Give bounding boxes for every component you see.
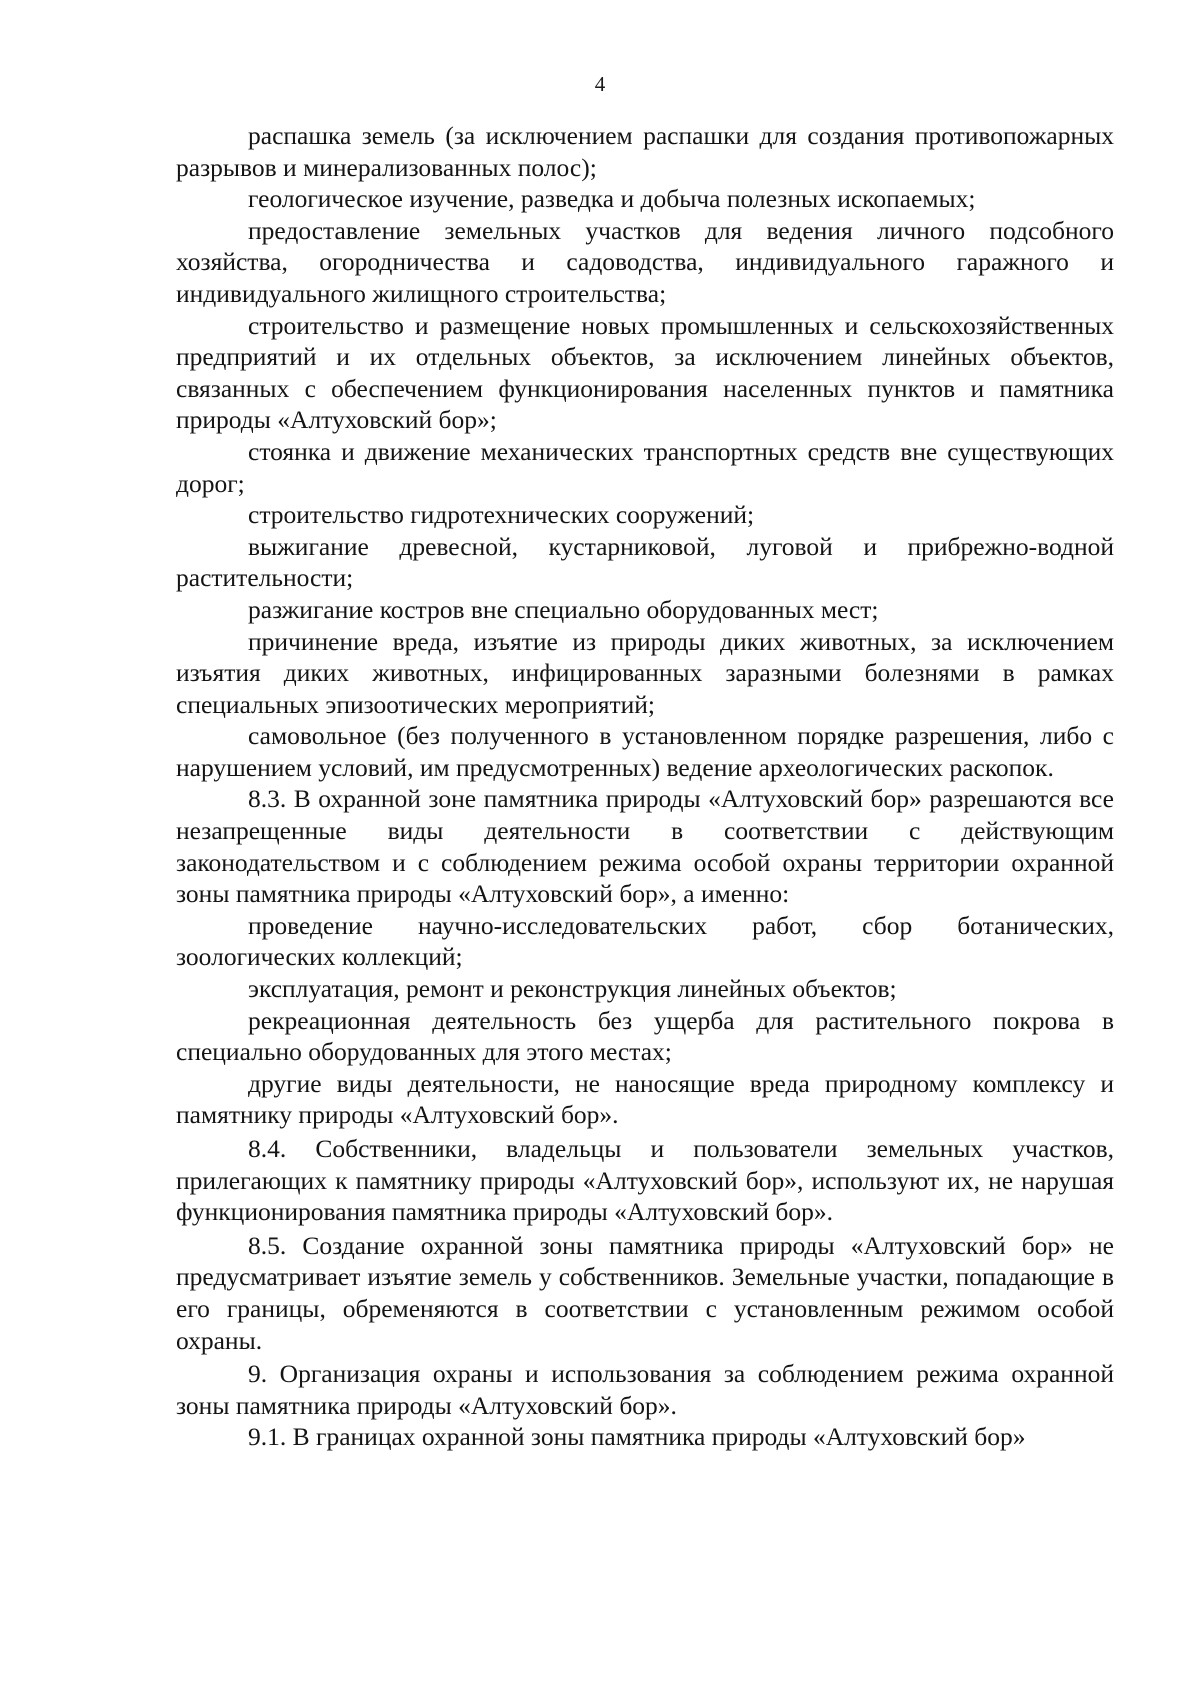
section-8-5: 8.5. Создание охранной зоны памятника природы «Алтуховский бор» не предусматривает изъятие земель у собственников. Земельные участки, попадающие в его границы, обременяются в соответствии с установленным режимом особой охраны. bbox=[176, 1230, 1114, 1355]
paragraph-vegetation-burning: выжигание древесной, кустарниковой, луговой и прибрежно-водной растительности; bbox=[176, 531, 1114, 593]
paragraph-land-plowing: распашка земель (за исключением распашки для создания противопожарных разрывов и минерализованных полос); bbox=[176, 121, 1114, 182]
paragraph-construction-enterprises: строительство и размещение новых промышленных и сельскохозяйственных предприятий и их отдельных объектов, за исключением линейных объектов, связанных с обеспечением функционирования населенных пунктов и памятника природы «Алтуховский бор»; bbox=[176, 310, 1114, 435]
paragraph-linear-objects: эксплуатация, ремонт и реконструкция линейных объектов; bbox=[248, 974, 897, 1004]
paragraph-campfires: разжигание костров вне специально оборудованных мест; bbox=[248, 594, 879, 624]
paragraph-archaeological-excavations: самовольное (без полученного в установленном порядке разрешения, либо с нарушением условий, им предусмотренных) ведение археологических раскопок. bbox=[176, 721, 1114, 782]
paragraph-geological-survey: геологическое изучение, разведка и добыча полезных ископаемых; bbox=[248, 184, 976, 214]
section-9: 9. Организация охраны и использования за соблюдением режима охранной зоны памятника природы «Алтуховский бор». bbox=[176, 1359, 1114, 1420]
section-8-3: 8.3. В охранной зоне памятника природы «Алтуховский бор» разрешаются все незапрещенные виды деятельности в соответствии с действующим законодательством и с соблюдением режима особой охраны территории охранной зоны памятника природы «Алтуховский бор», а именно: bbox=[176, 784, 1114, 909]
paragraph-hydro-structures: строительство гидротехнических сооружений; bbox=[248, 500, 755, 530]
section-9-1: 9.1. В границах охранной зоны памятника природы «Алтуховский бор» bbox=[248, 1422, 1026, 1452]
paragraph-recreation: рекреационная деятельность без ущерба для растительного покрова в специально оборудованных для этого местах; bbox=[176, 1005, 1114, 1067]
page-number: 4 bbox=[594, 72, 606, 96]
paragraph-other-activities: другие виды деятельности, не наносящие вреда природному комплексу и памятнику природы «Алтуховский бор». bbox=[176, 1068, 1114, 1130]
paragraph-land-plots: предоставление земельных участков для ведения личного подсобного хозяйства, огородничества и садоводства, индивидуального гаражного и индивидуального жилищного строительства; bbox=[176, 215, 1114, 308]
paragraph-wild-animals: причинение вреда, изъятие из природы диких животных, за исключением изъятия диких животных, инфицированных заразными болезнями в рамках специальных эпизоотических мероприятий; bbox=[176, 626, 1114, 719]
section-8-4: 8.4. Собственники, владельцы и пользователи земельных участков, прилегающих к памятнику природы «Алтуховский бор», используют их, не нарушая функционирования памятника природы «Алтуховский бор». bbox=[176, 1134, 1114, 1227]
document-body bbox=[176, 120, 1114, 1453]
paragraph-vehicles: стоянка и движение механических транспортных средств вне существующих дорог; bbox=[176, 436, 1114, 498]
paragraph-research-collections: проведение научно-исследовательских работ, сбор ботанических, зоологических коллекций; bbox=[176, 910, 1114, 972]
